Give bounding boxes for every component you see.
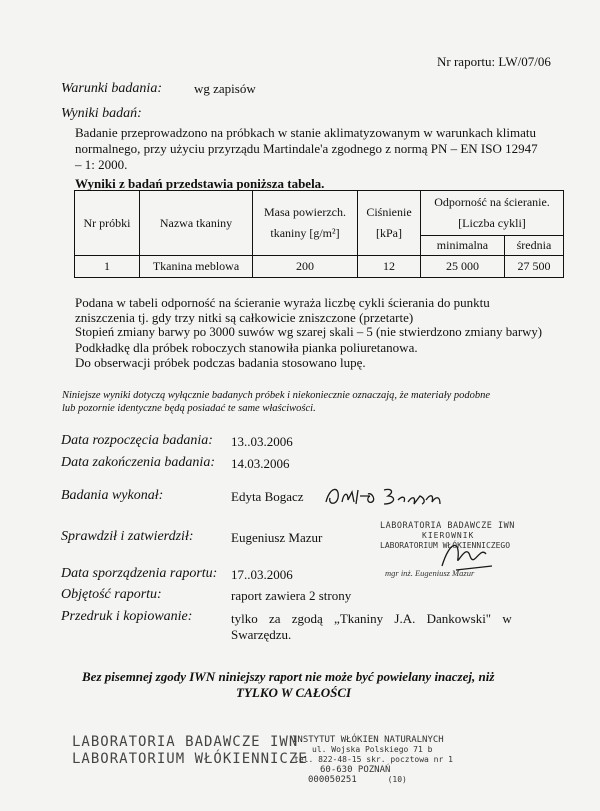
results-label: Wyniki badań:	[61, 106, 142, 121]
cell-mass: 200	[253, 256, 358, 278]
report-number: Nr raportu: LW/07/06	[437, 54, 551, 69]
field-value-approved-by: Eugeniusz Mazur	[231, 530, 323, 545]
header-resistance-line-1: Odporność na ścieranie.	[434, 195, 550, 209]
lab-stamp-line-2: KIEROWNIK	[422, 531, 475, 540]
footer-line-2: TYLKO W CAŁOŚCI	[236, 685, 352, 700]
results-table	[74, 190, 564, 278]
header-mass	[253, 191, 358, 256]
intro-line-1: Badanie przeprowadzono na próbkach w stanie aklimatyzowanym w warunkach klimatu	[75, 125, 536, 140]
field-value-performed-by: Edyta Bogacz	[231, 489, 304, 504]
cell-avg: 27 500	[504, 256, 563, 278]
lab-stamp-line-3: LABORATORIUM WŁÓKIENNICZEGO	[380, 541, 511, 550]
stamp-institute-line-5: 000050251	[308, 775, 357, 785]
stamp-lab-left-line-1: LABORATORIA BADAWCZE IWN	[72, 734, 299, 750]
field-label-report-date: Data sporządzenia raportu:	[61, 566, 218, 581]
stamp-lab-left	[72, 734, 308, 768]
conditions-value: wg zapisów	[194, 81, 256, 96]
cell-pressure: 12	[358, 256, 421, 278]
stamp-institute-line-2: ul. Wojska Polskiego 71 b	[312, 745, 433, 754]
header-sample-no: Nr próbki	[75, 191, 140, 256]
stamp-lab-left-line-2: LABORATORIUM WŁÓKIENNICZE	[72, 751, 308, 767]
note-line-3: Stopień zmiany barwy po 3000 suwów wg szarej skali – 5 (nie stwierdzono zmiany barwy)	[75, 325, 542, 339]
field-label-end-date: Data zakończenia badania:	[61, 455, 215, 470]
field-label-reprint: Przedruk i kopiowanie:	[61, 609, 193, 624]
header-resistance-line-2: [Liczba cykli]	[458, 216, 526, 230]
header-fabric-name: Nazwa tkaniny	[140, 191, 253, 256]
footer-line-1: Bez pisemnej zgody IWN niniejszy raport nie może być powielany inaczej, niż	[82, 669, 495, 684]
table-title: Wyniki z badań przedstawia poniższa tabela.	[75, 176, 325, 191]
field-value-start-date: 13..03.2006	[231, 434, 293, 449]
header-resistance	[421, 191, 564, 236]
field-label-start-date: Data rozpoczęcia badania:	[61, 433, 213, 448]
field-label-approved-by: Sprawdził i zatwierdził:	[61, 529, 194, 544]
field-value-volume: raport zawiera 2 strony	[231, 588, 352, 603]
intro-line-3: – 1: 2000.	[75, 157, 128, 172]
note-line-4: Podkładkę dla próbek roboczych stanowiła pianka poliuretanowa.	[75, 340, 418, 355]
field-value-reprint-line-2: Swarzędzu.	[231, 627, 292, 642]
header-mass-line-2: tkaniny [g/m²]	[270, 226, 340, 240]
field-label-volume: Objętość raportu:	[61, 587, 162, 602]
header-pressure	[358, 191, 421, 256]
stamp-institute-line-4: 60-630 POZNAŃ	[320, 765, 391, 775]
field-value-report-date: 17..03.2006	[231, 567, 293, 582]
intro-line-2: normalnego, przy użyciu przyrządu Martindale'a zgodnego z normą PN – EN ISO 12947	[75, 141, 538, 156]
cell-min: 25 000	[421, 256, 505, 278]
signature-bogacz	[322, 478, 452, 512]
manager-name: mgr inż. Eugeniusz Mazur	[385, 568, 475, 578]
stamp-institute-line-3: tel. 822-48-15 skr. pocztowa nr 1	[294, 755, 453, 764]
field-value-end-date: 14.03.2006	[231, 456, 290, 471]
stamp-institute-line-6: (10)	[387, 775, 407, 784]
lab-stamp-line-1: LABORATORIA BADAWCZE IWN	[380, 521, 515, 531]
cell-no: 1	[75, 256, 140, 278]
stamp-institute-line-1: INSTYTUT WŁÓKIEN NATURALNYCH	[292, 735, 444, 745]
stamp-institute	[292, 735, 453, 785]
disclaimer-line-2: lub pozornie identyczne będą posiadać te same właściwości.	[62, 403, 316, 414]
cell-name: Tkanina meblowa	[140, 256, 253, 278]
conditions-label: Warunki badania:	[61, 81, 162, 96]
note-line-2: zniszczenia tj. gdy trzy nitki są całkowicie zniszczone (przetarte)	[75, 310, 414, 325]
field-value-reprint-line-1: tylko za zgodą „Tkaniny J.A. Dankowski" w	[231, 611, 512, 626]
disclaimer-line-1: Niniejsze wyniki dotyczą wyłącznie badanych próbek i niekoniecznie oznaczają, że materiały podobne	[62, 390, 491, 401]
header-pressure-line-1: Ciśnienie	[366, 205, 412, 219]
header-mass-line-1: Masa powierzch.	[264, 205, 346, 219]
header-avg: średnia	[504, 236, 563, 256]
header-pressure-line-2: [kPa]	[376, 226, 402, 240]
note-line-5: Do obserwacji próbek podczas badania stosowano lupę.	[75, 355, 366, 370]
field-label-performed-by: Badania wykonał:	[61, 488, 164, 503]
note-line-1: Podana w tabeli odporność na ścieranie wyraża liczbę cykli ścierania do punktu	[75, 295, 490, 310]
header-min: minimalna	[421, 236, 505, 256]
table-row	[75, 256, 564, 278]
